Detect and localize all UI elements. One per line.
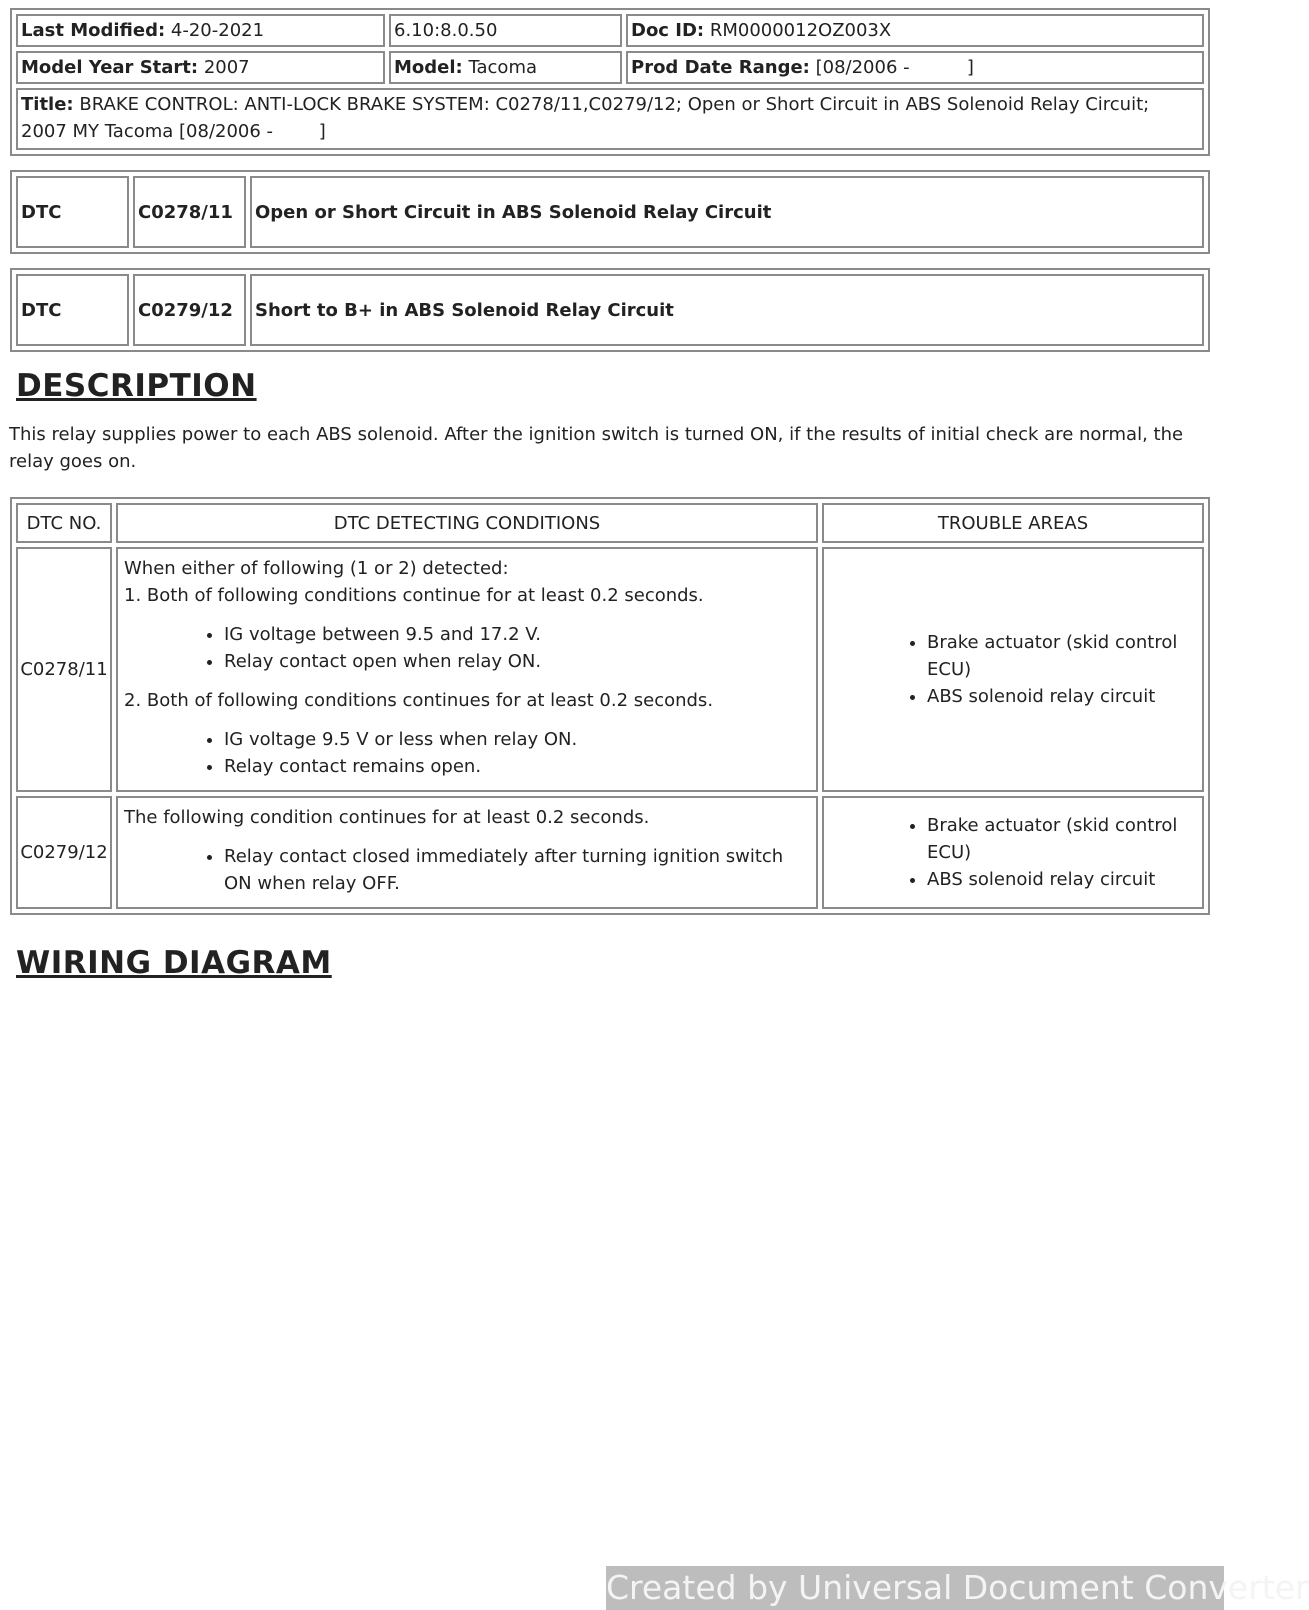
version-cell	[389, 14, 622, 47]
dtc-code-cell: C0278/11	[16, 547, 112, 792]
header-row-3	[16, 88, 1204, 150]
model-year-label: Model Year Start:	[21, 57, 199, 78]
dtc-code: C0279/12	[133, 274, 246, 346]
document-header-table	[10, 8, 1210, 156]
header-row-1	[16, 14, 1204, 47]
col-header-detecting-conditions: DTC DETECTING CONDITIONS	[116, 503, 818, 543]
title-value: BRAKE CONTROL: ANTI-LOCK BRAKE SYSTEM: C0278/11,C0279/12; Open or Short Circuit in ABS Solenoid Relay Circuit; 2007 MY Tacoma [08/2006 - ]	[21, 94, 1155, 142]
prod-date-label: Prod Date Range:	[631, 57, 810, 78]
model-cell	[389, 51, 622, 84]
list-item: • Relay contact open when relay ON.	[224, 648, 810, 675]
version-value: 6.10:8.0.50	[394, 20, 498, 41]
dtc-conditions-table	[10, 497, 1210, 915]
col-header-trouble-areas: TROUBLE AREAS	[822, 503, 1204, 543]
prod-date-value: [08/2006 - ]	[815, 57, 974, 78]
header-row-2	[16, 51, 1204, 84]
condition-2: 2. Both of following conditions continues for at least 0.2 seconds.	[124, 690, 714, 711]
last-modified-value: 4-20-2021	[170, 20, 265, 41]
description-heading: DESCRIPTION	[16, 368, 257, 404]
wiring-diagram-heading: WIRING DIAGRAM	[16, 945, 332, 981]
table-row	[16, 547, 1204, 792]
converter-watermark: Created by Universal Document Converter	[606, 1566, 1224, 1610]
trouble-areas-cell	[822, 547, 1204, 792]
detecting-conditions-cell	[116, 796, 818, 909]
model-year-value: 2007	[203, 57, 250, 78]
list-item: • Brake actuator (skid control ECU)	[927, 812, 1199, 866]
model-label: Model:	[394, 57, 463, 78]
condition-intro: When either of following (1 or 2) detected:	[124, 558, 509, 579]
condition-intro: The following condition continues for at least 0.2 seconds.	[124, 807, 650, 828]
dtc-summary-row	[16, 274, 1204, 346]
dtc-label: DTC	[16, 176, 129, 248]
list-item: • Relay contact remains open.	[224, 753, 810, 780]
detecting-conditions-cell	[116, 547, 818, 792]
trouble-areas-list	[827, 629, 1199, 710]
model-year-cell	[16, 51, 385, 84]
condition-1: 1. Both of following conditions continue for at least 0.2 seconds.	[124, 585, 704, 606]
conditions-header-row	[16, 503, 1204, 543]
trouble-areas-list	[827, 812, 1199, 893]
description-text: This relay supplies power to each ABS solenoid. After the ignition switch is turned ON, if the results of initial check are normal, the relay goes on.	[9, 424, 1184, 472]
dtc-summary-table-1	[10, 170, 1210, 254]
trouble-areas-cell	[822, 796, 1204, 909]
list-item: • ABS solenoid relay circuit	[927, 683, 1199, 710]
doc-id-label: Doc ID:	[631, 20, 705, 41]
title-cell	[16, 88, 1204, 150]
doc-id-cell	[626, 14, 1204, 47]
title-label: Title:	[21, 94, 74, 115]
list-item: • IG voltage between 9.5 and 17.2 V.	[224, 621, 810, 648]
col-header-dtc-no: DTC NO.	[16, 503, 112, 543]
condition-list	[124, 843, 810, 897]
list-item: • ABS solenoid relay circuit	[927, 866, 1199, 893]
list-item: • IG voltage 9.5 V or less when relay ON.	[224, 726, 810, 753]
condition-1-list	[124, 621, 810, 675]
dtc-description: Short to B+ in ABS Solenoid Relay Circuit	[250, 274, 1204, 346]
list-item: • Relay contact closed immediately after turning ignition switch ON when relay OFF.	[224, 843, 810, 897]
last-modified-cell	[16, 14, 385, 47]
model-value: Tacoma	[468, 57, 538, 78]
condition-2-list	[124, 726, 810, 780]
last-modified-label: Last Modified:	[21, 20, 166, 41]
dtc-label: DTC	[16, 274, 129, 346]
prod-date-cell	[626, 51, 1204, 84]
dtc-code: C0278/11	[133, 176, 246, 248]
dtc-description: Open or Short Circuit in ABS Solenoid Relay Circuit	[250, 176, 1204, 248]
doc-id-value: RM0000012OZ003X	[709, 20, 892, 41]
dtc-summary-table-2	[10, 268, 1210, 352]
dtc-summary-row	[16, 176, 1204, 248]
list-item: • Brake actuator (skid control ECU)	[927, 629, 1199, 683]
table-row	[16, 796, 1204, 909]
dtc-code-cell: C0279/12	[16, 796, 112, 909]
